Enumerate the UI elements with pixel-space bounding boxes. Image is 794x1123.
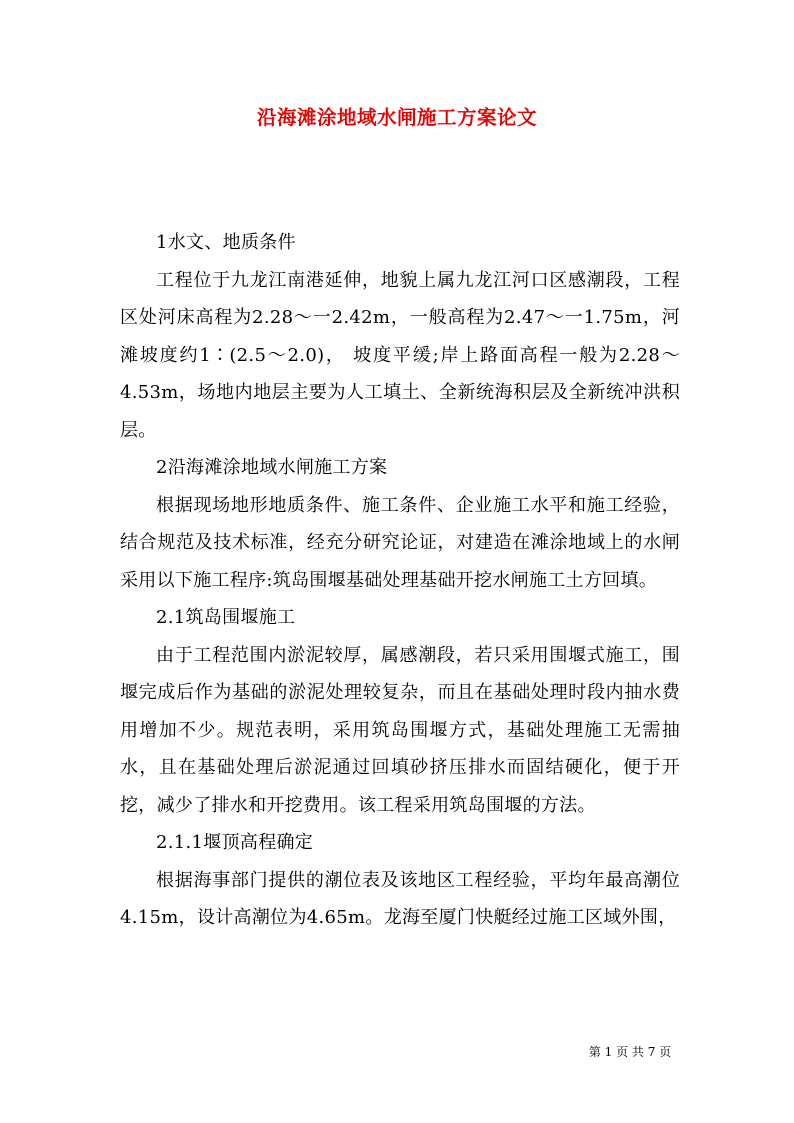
document-title: 沿海滩涂地域水闸施工方案论文 [256,106,537,129]
paragraph: 根据海事部门提供的潮位表及该地区工程经验，平均年最高潮位4.15m，设计高潮位为4.65m。龙海至厦门快艇经过施工区域外围， [120,869,680,928]
paragraph: 由于工程范围内淤泥较厚，属感潮段，若只采用围堰式施工，围堰完成后作为基础的淤泥处理较复杂，而且在基础处理时段内抽水费用增加不少。规范表明，采用筑岛围堰方式，基础处理施工无需抽水，且在基础处理后淤泥通过回填砂挤压排水而固结硬化，便于开挖，减少了排水和开挖费用。该工程采用筑岛围堰的方法。 [120,644,680,816]
section-heading: 2沿海滩涂地域水闸施工方案 [156,457,388,478]
document-body [120,224,680,937]
paragraph: 根据现场地形地质条件、施工条件、企业施工水平和施工经验，结合规范及技术标准，经充分研究论证，对建造在滩涂地域上的水闸采用以下施工程序:筑岛围堰基础处理基础开挖水闸施工土方回填。 [120,494,680,591]
page-number-footer: 第 1 页 共 7 页 [588,1045,672,1059]
section-heading: 2.1筑岛围堰施工 [156,607,296,628]
paragraph: 工程位于九龙江南港延伸，地貌上属九龙江河口区感潮段，工程区处河床高程为2.28～一2.42m，一般高程为2.47～一1.75m，河滩坡度约1∶(2.5～2.0)， 坡度平缓;岸上路面高程一般为2.28～4.53m，场地内地层主要为人工填土、全新统海积层及全新统冲洪积层。 [120,269,680,441]
section-heading: 2.1.1堰顶高程确定 [156,832,314,853]
section-heading: 1水文、地质条件 [156,232,296,253]
